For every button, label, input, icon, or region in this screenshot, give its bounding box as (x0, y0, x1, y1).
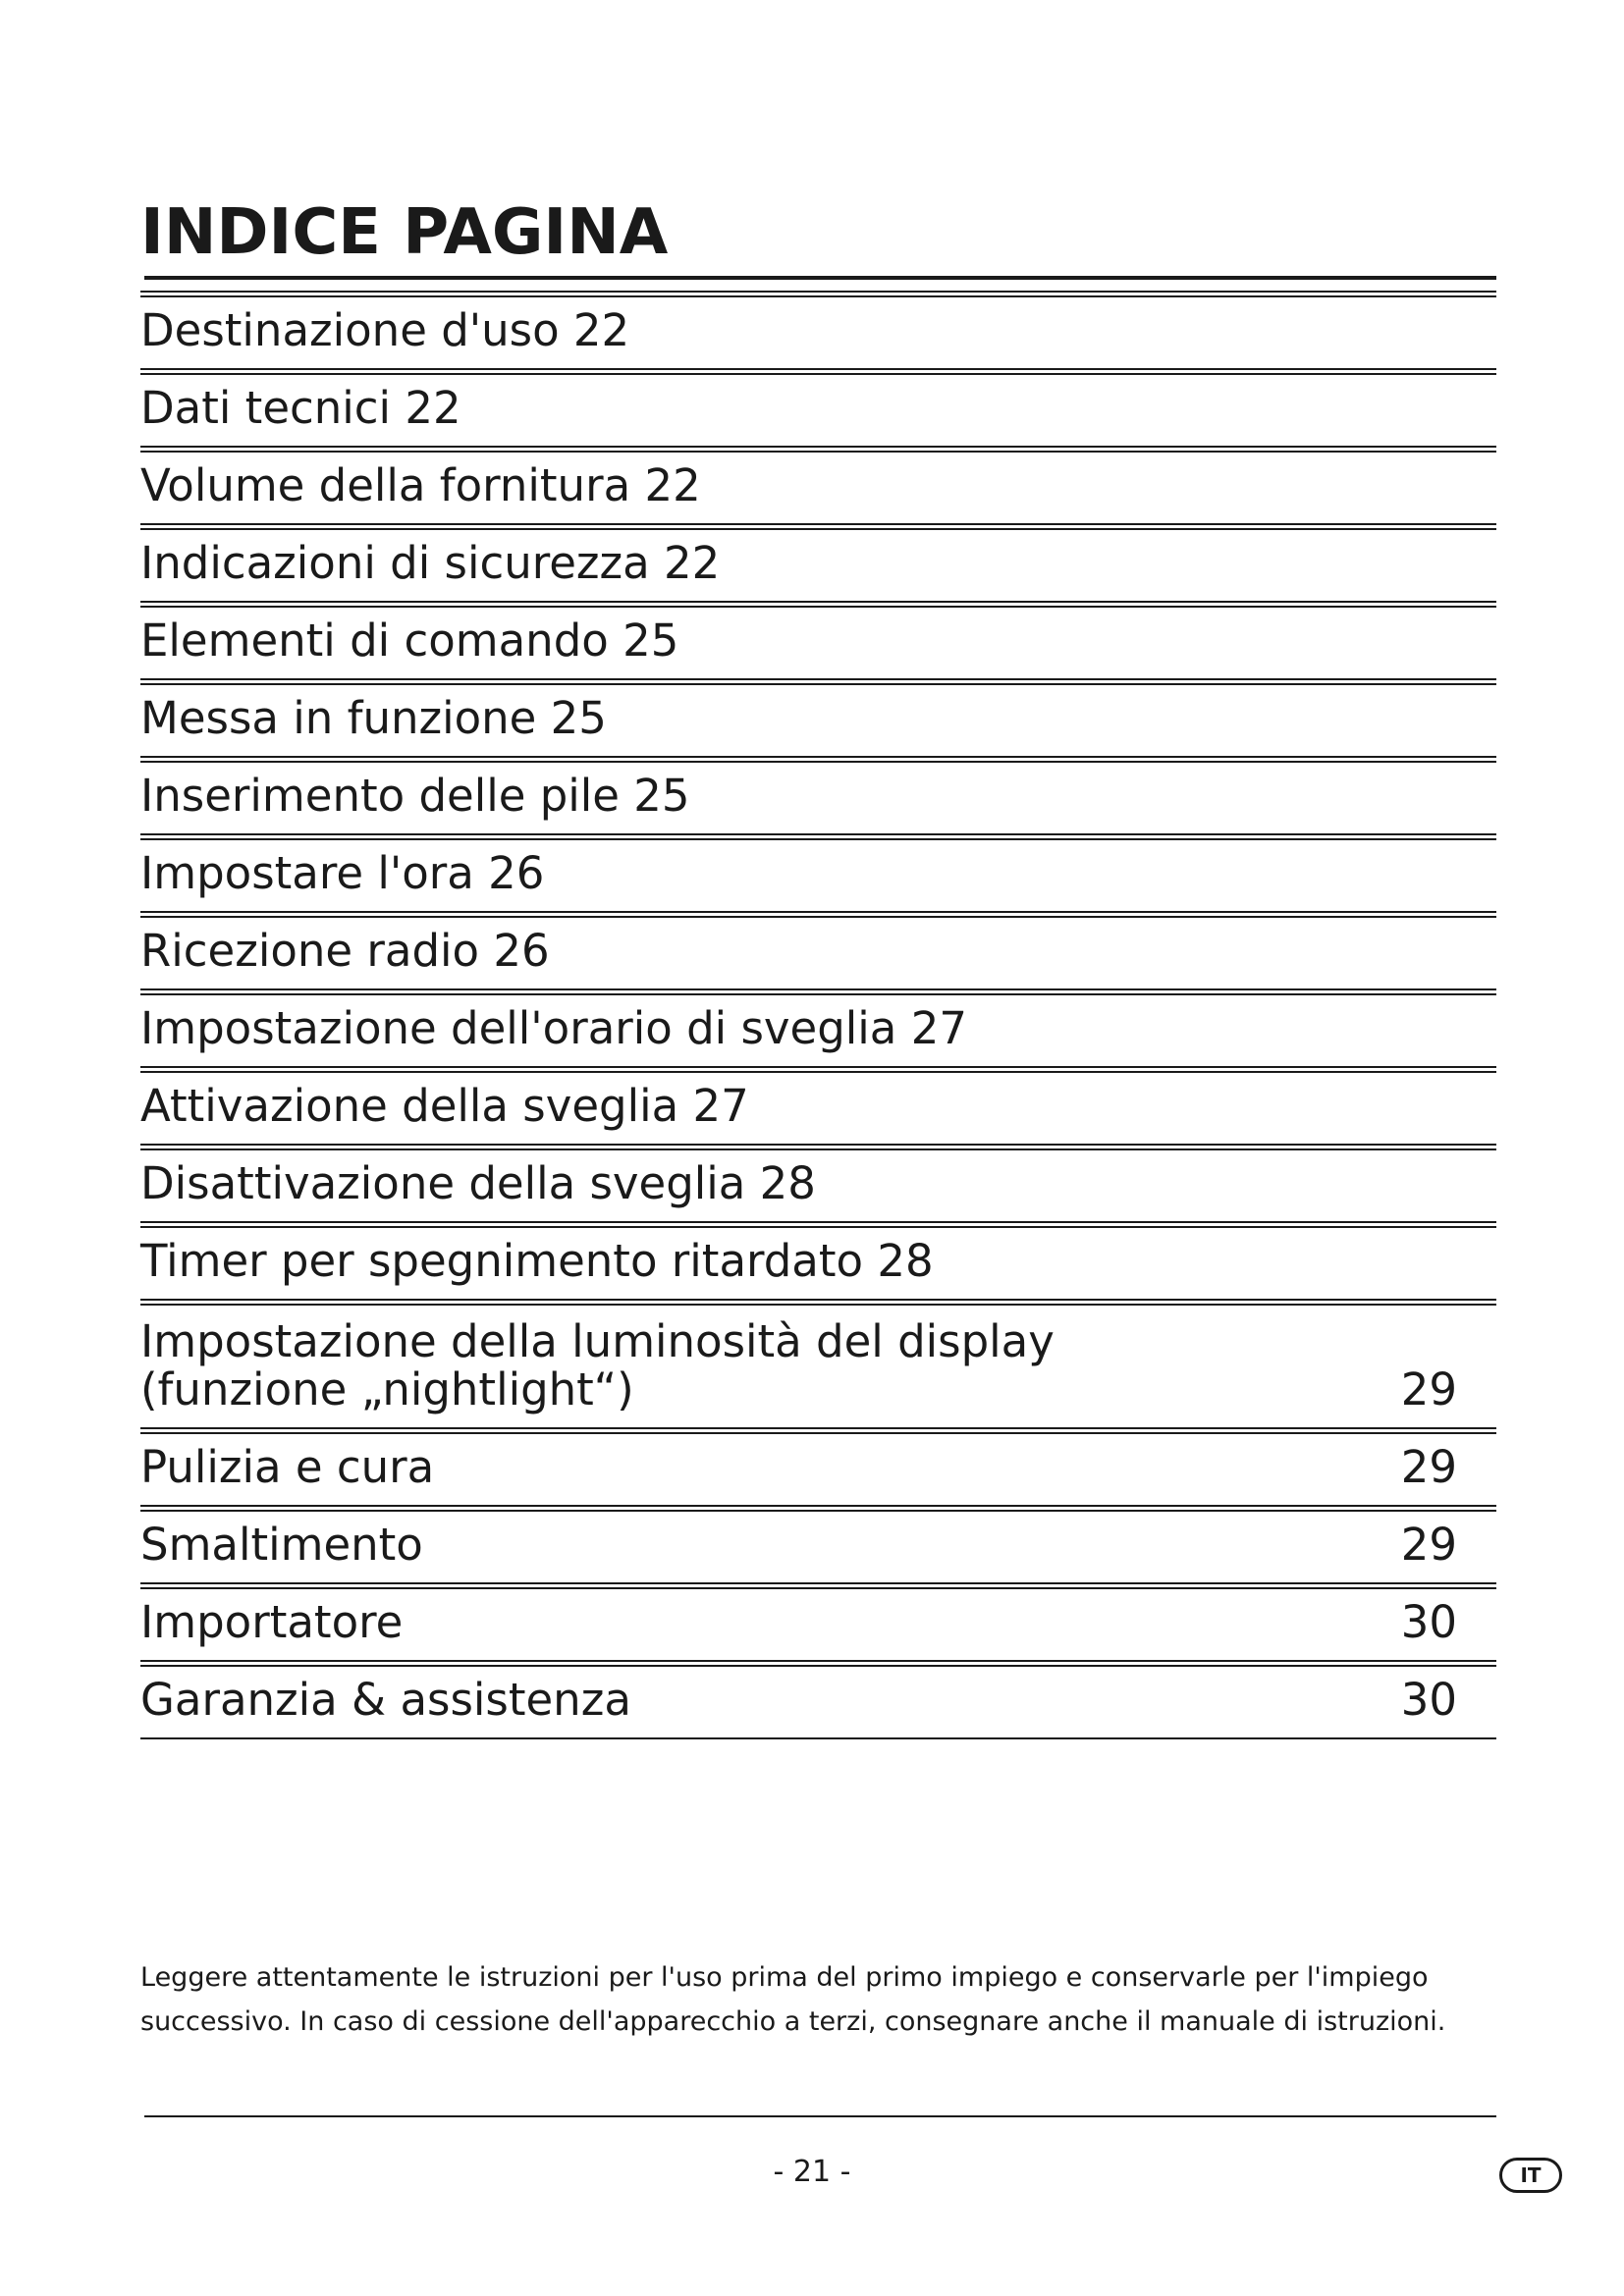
toc-entry-title: Elementi di comando 25 (140, 614, 679, 667)
language-badge: IT (1499, 2158, 1562, 2193)
toc-entry (140, 1221, 1496, 1299)
toc-entry (140, 833, 1496, 911)
toc-entry (140, 1660, 1496, 1737)
footer-rule (144, 2115, 1496, 2117)
toc-bottom-rule (140, 1737, 1496, 1739)
table-of-contents (140, 291, 1496, 1739)
instructions-note (140, 1955, 1496, 2044)
toc-entry (140, 678, 1496, 756)
toc-entry-title: Impostazione della luminosità del display (140, 1315, 1055, 1367)
toc-entry-title: Disattivazione della sveglia 28 (140, 1157, 816, 1209)
toc-entry-title: Importatore (140, 1596, 404, 1648)
toc-entry (140, 756, 1496, 833)
toc-entry (140, 368, 1496, 446)
toc-entry-title: Dati tecnici 22 (140, 382, 461, 434)
toc-entry (140, 1427, 1496, 1505)
toc-entry-title: Garanzia & assistenza (140, 1674, 631, 1726)
toc-entry-title: Smaltimento (140, 1519, 423, 1571)
toc-entry-title: Indicazioni di sicurezza 22 (140, 537, 721, 589)
toc-entry-title: Destinazione d'uso 22 (140, 304, 630, 356)
page-number: - 21 - (773, 2155, 851, 2189)
toc-entry-title: Impostazione dell'orario di sveglia 27 (140, 1002, 967, 1054)
note-line-2: successivo. In caso di cessione dell'apparecchio a terzi, consegnare anche il manuale di istruzioni. (140, 2006, 1446, 2037)
toc-entry-title: Inserimento delle pile 25 (140, 770, 690, 822)
toc-entry (140, 911, 1496, 988)
toc-entry (140, 1505, 1496, 1582)
page-title: INDICE PAGINA (140, 196, 669, 269)
toc-entry (140, 988, 1496, 1066)
toc-entry (140, 1066, 1496, 1144)
toc-entry-title: Pulizia e cura (140, 1441, 435, 1493)
toc-entry (140, 523, 1496, 601)
toc-entry-title: Attivazione della sveglia 27 (140, 1080, 749, 1132)
toc-entry-page: 29 (1400, 1441, 1457, 1493)
toc-entry-page: 29 (1400, 1519, 1457, 1571)
toc-entry-title-continued: (funzione „nightlight“) (140, 1363, 634, 1415)
toc-entry-title: Messa in funzione 25 (140, 692, 607, 744)
toc-entry (140, 446, 1496, 523)
title-underline (144, 276, 1496, 280)
toc-entry-title: Ricezione radio 26 (140, 925, 550, 977)
toc-entry (140, 1299, 1496, 1427)
toc-entry-title: Volume della fornitura 22 (140, 459, 701, 511)
toc-entry (140, 291, 1496, 368)
note-line-1: Leggere attentamente le istruzioni per l'uso prima del primo impiego e conservarle per l'impiego (140, 1962, 1429, 1993)
toc-entry-page: 29 (1400, 1363, 1457, 1415)
toc-entry (140, 1582, 1496, 1660)
toc-entry-page: 30 (1400, 1596, 1457, 1648)
toc-entry-title: Timer per spegnimento ritardato 28 (140, 1235, 934, 1287)
toc-entry-page: 30 (1400, 1674, 1457, 1726)
toc-entry-title: Impostare l'ora 26 (140, 847, 545, 899)
toc-entry (140, 1144, 1496, 1221)
toc-entry (140, 601, 1496, 678)
